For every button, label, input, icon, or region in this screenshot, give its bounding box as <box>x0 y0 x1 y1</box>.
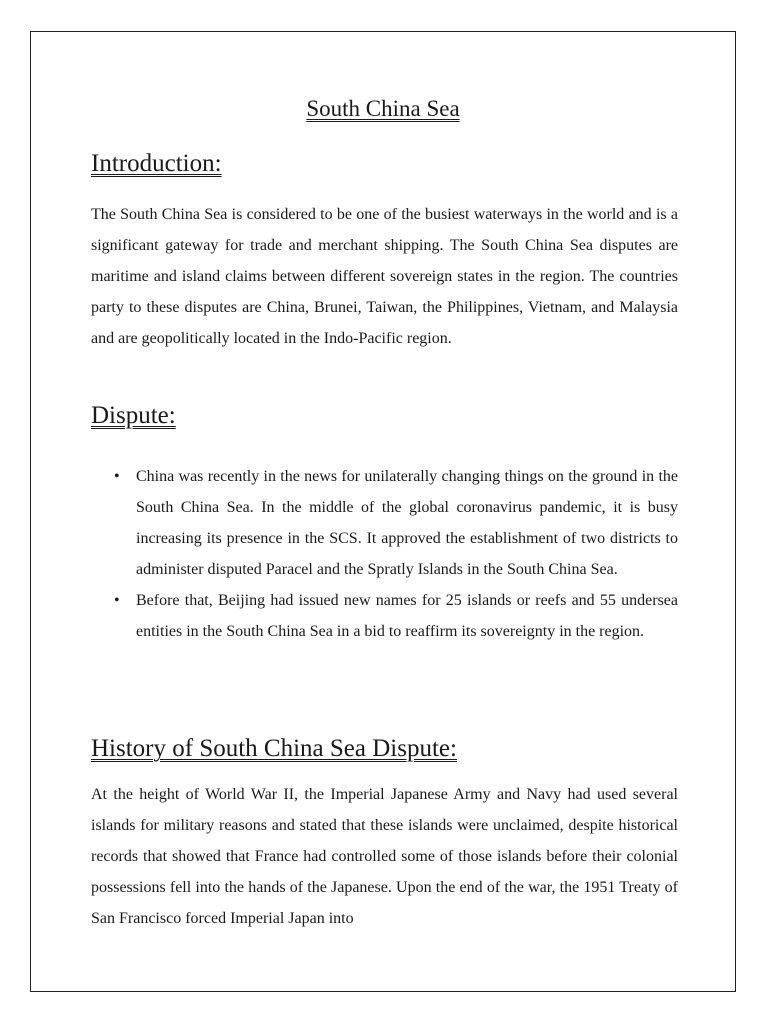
bullet-icon: • <box>114 592 120 609</box>
document-title <box>31 94 735 124</box>
bullet-icon: • <box>114 468 120 485</box>
introduction-heading: Introduction: <box>91 150 222 177</box>
introduction-paragraph: The South China Sea is considered to be one of the busiest waterways in the world and is a significant gateway for trade and merchant shipping. The South China Sea disputes are maritime and island claims between different sovereign states in the region. The countries party to these disputes are China, Brunei, Taiwan, the Philippines, Vietnam, and Malaysia and are geopolitically located in the Indo-Pacific region. <box>91 206 678 347</box>
document-page <box>30 31 736 992</box>
dispute-bullet-list <box>111 461 678 647</box>
history-heading: History of South China Sea Dispute: <box>91 735 457 762</box>
dispute-bullet-item <box>111 585 678 647</box>
dispute-bullet-text: China was recently in the news for unilaterally changing things on the ground in the South China Sea. In the middle of the global coronavirus pandemic, it is busy increasing its presence in the SCS. It approved the establishment of two districts to administer disputed Paracel and the Spratly Islands in the South China Sea. <box>136 468 678 578</box>
dispute-bullet-text: Before that, Beijing had issued new names for 25 islands or reefs and 55 undersea entities in the South China Sea in a bid to reaffirm its sovereignty in the region. <box>136 592 678 640</box>
document-title-text: South China Sea <box>306 96 460 121</box>
history-paragraph: At the height of World War II, the Imperial Japanese Army and Navy had used several islands for military reasons and stated that these islands were unclaimed, despite historical records that showed that France had controlled some of those islands before their colonial possessions fell into the hands of the Japanese. Upon the end of the war, the 1951 Treaty of San Francisco forced Imperial Japan into <box>91 786 678 927</box>
dispute-heading: Dispute: <box>91 402 176 429</box>
dispute-bullet-item <box>111 461 678 585</box>
